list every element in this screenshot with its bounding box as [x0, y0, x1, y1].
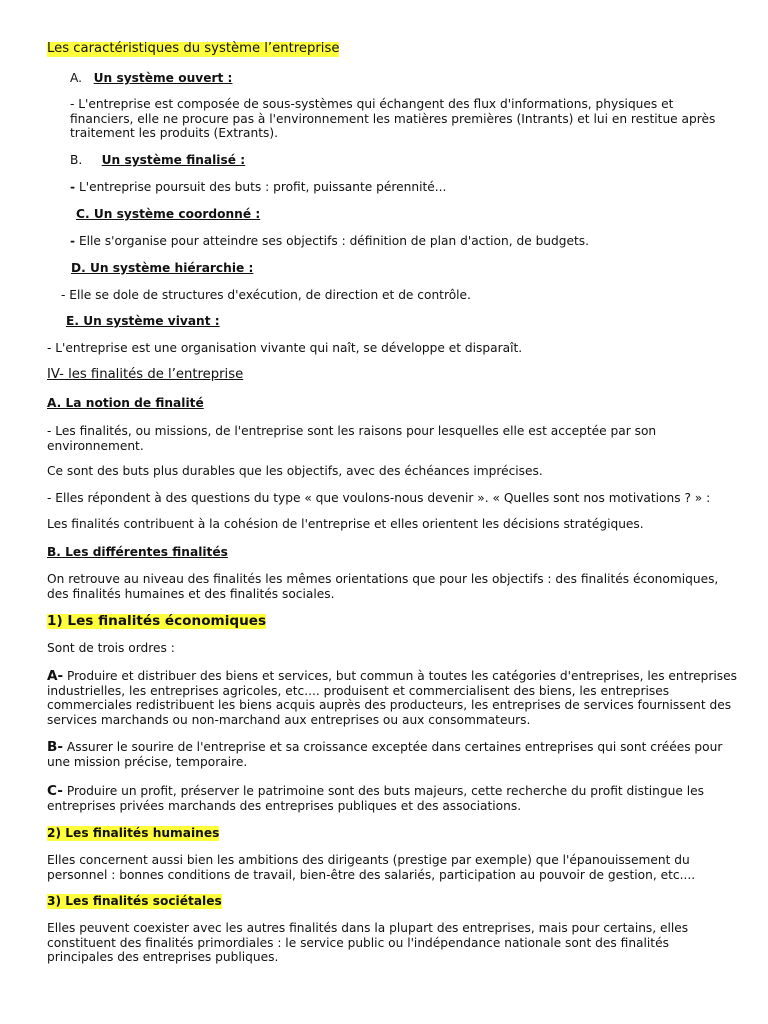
- paragraph-system-living: - L'entreprise est une organisation vivante qui naît, se développe et disparaît.: [47, 341, 523, 355]
- list-label: B-: [47, 739, 64, 755]
- paragraph-text: L'entreprise poursuit des buts : profit, puissante pérennité...: [78, 180, 447, 194]
- bullet-dash: -: [70, 180, 76, 194]
- paragraph-finality-cohesion: Les finalités contribuent à la cohésion de l'entreprise et elles orientent les décisions stratégiques.: [47, 517, 644, 531]
- paragraph-text: Assurer le sourire de l'entreprise et sa croissance exceptée dans certaines entreprises qui sont créées pour une mission précise, temporaire.: [47, 740, 723, 769]
- paragraph-system-coordinated: [70, 234, 589, 249]
- paragraph-system-finalized: [70, 180, 446, 195]
- heading-prefix: A.: [70, 71, 82, 85]
- document-title: Les caractéristiques du système l’entreprise: [47, 41, 340, 56]
- paragraph-human-finalities: Elles concernent aussi bien les ambitions des dirigeants (prestige par exemple) que l'épanouissement du personnel : bonnes conditions de travail, bien-être des salariés, participation au pouvoir de gestion, etc....: [47, 853, 696, 882]
- paragraph-economic-intro: Sont de trois ordres :: [47, 641, 175, 655]
- paragraph-societal-finalities: Elles peuvent coexister avec les autres finalités dans la plupart des entreprises, mais pour certains, elles constituent des finalités primordiales : le service public ou l'indépendance nationale sont des finalités principales des entreprises publiques.: [47, 921, 689, 965]
- list-label: A-: [47, 668, 64, 684]
- paragraph-finality-definition: - Les finalités, ou missions, de l'entreprise sont les raisons pour lesquelles elle est acceptée par son environnement.: [47, 424, 657, 453]
- paragraph-finality-questions: - Elles répondent à des questions du type « que voulons-nous devenir ». « Quelles sont nos motivations ? » :: [47, 491, 711, 505]
- heading-prefix: B.: [70, 153, 83, 167]
- heading-system-coordinated: C. Un système coordonné :: [76, 207, 261, 221]
- heading-title: Un système finalisé :: [101, 153, 246, 167]
- heading-system-living: E. Un système vivant :: [66, 314, 220, 328]
- heading-human-finalities: 2) Les finalités humaines: [47, 826, 220, 840]
- section-title-finalities: IV- les finalités de l’entreprise: [47, 367, 244, 382]
- list-label: C-: [47, 783, 63, 799]
- heading-system-finalized: [70, 153, 245, 168]
- paragraph-economic-a: [47, 669, 737, 727]
- heading-societal-finalities: 3) Les finalités sociétales: [47, 894, 222, 908]
- paragraph-system-open: - L'entreprise est composée de sous-systèmes qui échangent des flux d'informations, physiques et financiers, elle ne procure pas à l'environnement les matières premières (Intrants) et lui en restitue après traitement les produits (Extrants).: [70, 97, 716, 141]
- heading-notion-finality: A. La notion de finalité: [47, 396, 204, 410]
- paragraph-text: Elle s'organise pour atteindre ses objectifs : définition de plan d'action, de budgets.: [78, 234, 589, 248]
- heading-system-hierarchy: D. Un système hiérarchie :: [71, 261, 254, 275]
- heading-system-open: [70, 71, 232, 86]
- paragraph-text: Produire et distribuer des biens et services, but commun à toutes les catégories d'entreprises, les entreprises industrielles, les entreprises agricoles, etc.... produisent et commercialisent des biens, les entreprises commerciales redistribuent les biens acquis auprès des producteurs, les entreprises de services fournissent des services marchands ou non-marchand aux entreprises ou aux consommateurs.: [47, 669, 738, 727]
- paragraph-finalities-orientations: On retrouve au niveau des finalités les mêmes orientations que pour les objectifs : des finalités économiques, des finalités humaines et des finalités sociales.: [47, 572, 719, 601]
- heading-title: Un système ouvert :: [93, 71, 233, 85]
- paragraph-finality-durable: Ce sont des buts plus durables que les objectifs, avec des échéances imprécises.: [47, 464, 543, 478]
- paragraph-system-hierarchy: - Elle se dole de structures d'exécution, de direction et de contrôle.: [61, 288, 471, 302]
- paragraph-economic-c: [47, 784, 737, 813]
- paragraph-economic-b: [47, 740, 737, 769]
- heading-economic-finalities: 1) Les finalités économiques: [47, 613, 267, 629]
- paragraph-text: Produire un profit, préserver le patrimoine sont des buts majeurs, cette recherche du profit distingue les entreprises privées marchands des entreprises publiques et des associations.: [47, 784, 704, 813]
- bullet-dash: -: [70, 234, 76, 248]
- heading-different-finalities: B. Les différentes finalités: [47, 545, 228, 559]
